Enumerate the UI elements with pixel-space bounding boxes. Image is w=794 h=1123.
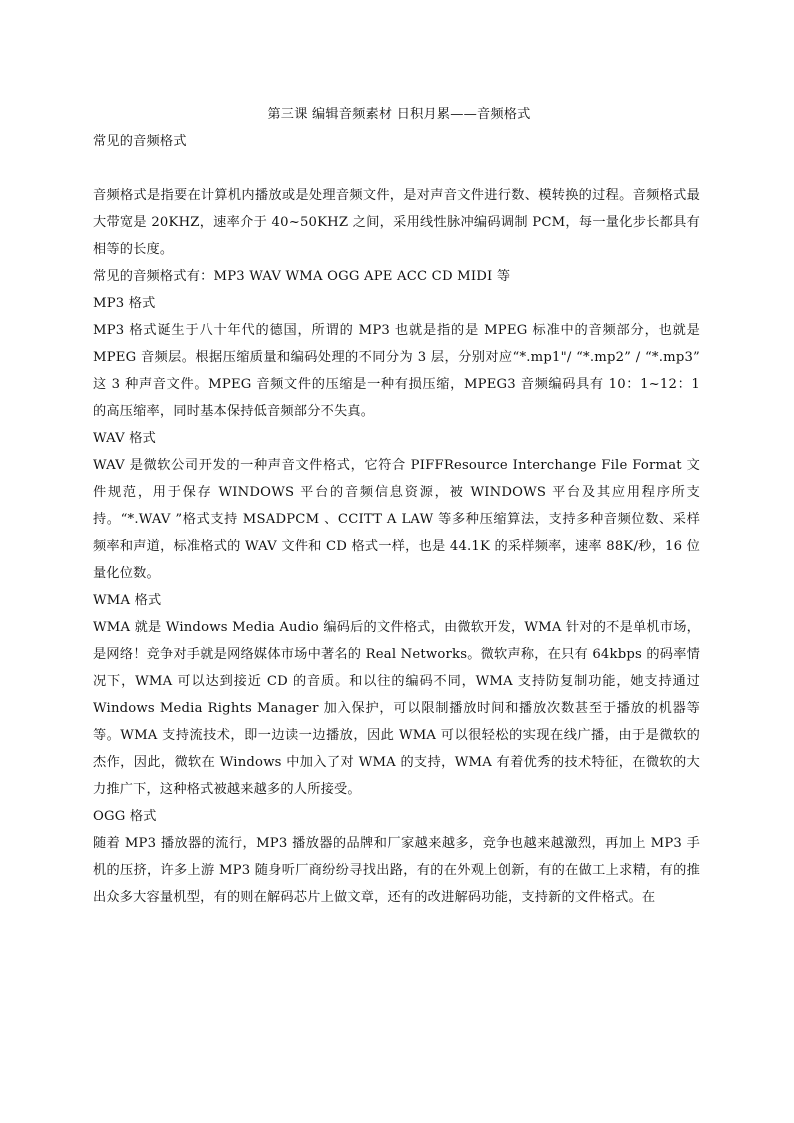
wma-heading: WMA 格式 (93, 593, 162, 608)
ogg-heading: OGG 格式 (93, 809, 157, 824)
blank-line (93, 155, 700, 182)
wma-paragraph: WMA 就是 Windows Media Audio 编码后的文件格式，由微软开发，WMA 针对的不是单机市场，是网络！竞争对手就是网络媒体市场中著名的 Real Networks。微软声称，在只有 64kbps 的码率情况下，WMA 可以达到接近 CD 的音质。和以往的编码不同，WMA 支持防复制功能，她支持通过 Windows Media Rights Manager 加入保护，可以限制播放时间和播放次数甚至于播放的机器等等。WMA 支持流技术，即一边读一边播放，因此 WMA 可以很轻松的实现在线广播，由于是微软的杰作，因此，微软在 Windows 中加入了对 WMA 的支持，WMA 有着优秀的技术特征，在微软的大力推广下，这种格式被越来越多的人所接受。 (93, 620, 700, 797)
document-page (93, 101, 700, 911)
wav-paragraph: WAV 是微软公司开发的一种声音文件格式，它符合 PIFFResource Interchange File Format 文件规范，用于保存 WINDOWS 平台的音频信息资源，被 WINDOWS 平台及其应用程序所支持。“*.WAV ”格式支持 MSADPCM 、CCITT A LAW 等多种压缩算法，支持多种音频位数、采样频率和声道，标准格式的 WAV 文件和 CD 格式一样，也是 44.1K 的采样频率，速率 88K/秒，16 位量化位数。 (93, 458, 700, 581)
mp3-paragraph: MP3 格式诞生于八十年代的德国，所谓的 MP3 也就是指的是 MPEG 标准中的音频部分，也就是 MPEG 音频层。根据压缩质量和编码处理的不同分为 3 层，分别对应“*.mp1"/ “*.mp2” / “*.mp3” 这 3 种声音文件。MPEG 音频文件的压缩是一种有损压缩，MPEG3 音频编码具有 10：1~12：1 的高压缩率，同时基本保持低音频部分不失真。 (93, 323, 700, 419)
formats-list: 常见的音频格式有：MP3 WAV WMA OGG APE ACC CD MIDI 等 (93, 269, 511, 284)
ogg-paragraph: 随着 MP3 播放器的流行，MP3 播放器的品牌和厂家越来越多，竞争也越来越激烈，再加上 MP3 手机的压挤，许多上游 MP3 随身听厂商纷纷寻找出路，有的在外观上创新，有的在做工上求精，有的推出众多大容量机型，有的则在解码芯片上做文章，还有的改进解码功能，支持新的文件格式。在 (93, 836, 700, 905)
mp3-heading: MP3 格式 (93, 296, 156, 311)
wav-heading: WAV 格式 (93, 431, 157, 446)
intro-paragraph: 音频格式是指要在计算机内播放或是处理音频文件，是对声音文件进行数、模转换的过程。音频格式最大带宽是 20KHZ，速率介于 40~50KHZ 之间，采用线性脉冲编码调制 PCM，每一量化步长都具有相等的长度。 (93, 188, 700, 257)
document-title: 第三课 编辑音频素材 日积月累——音频格式 (267, 107, 531, 122)
section-heading: 常见的音频格式 (93, 134, 187, 149)
